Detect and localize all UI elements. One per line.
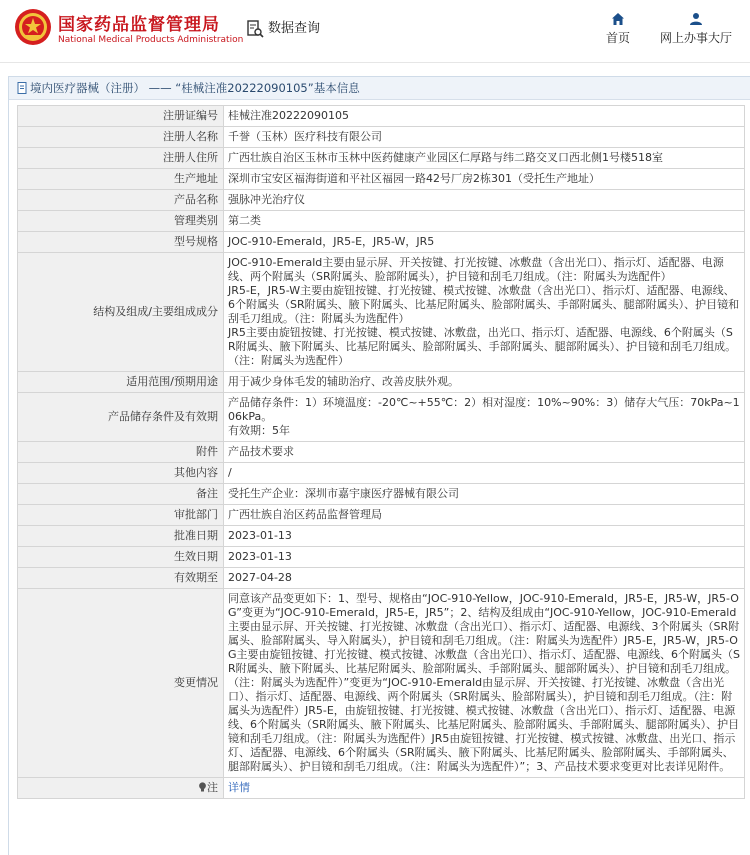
table-row	[18, 442, 745, 463]
field-label: 附件	[18, 442, 224, 463]
field-value: 广西壮族自治区玉林市玉林中医药健康产业园区仁厚路与纬二路交叉口西北侧1号楼518室	[224, 148, 745, 169]
field-label: 产品储存条件及有效期	[18, 393, 224, 442]
table-row	[18, 505, 745, 526]
table-row	[18, 232, 745, 253]
field-value: 受托生产企业：深圳市嘉宇康医疗器械有限公司	[224, 484, 745, 505]
table-row	[18, 253, 745, 372]
table-row	[18, 547, 745, 568]
nav-online-hall[interactable]	[660, 12, 732, 46]
table-row	[18, 484, 745, 505]
home-icon	[611, 12, 625, 26]
field-label: 适用范围/预期用途	[18, 372, 224, 393]
table-row	[18, 169, 745, 190]
table-row	[18, 568, 745, 589]
field-value: 深圳市宝安区福海街道和平社区福园一路42号厂房2栋301（受托生产地址）	[224, 169, 745, 190]
panel-title: 境内医疗器械（注册） —— “桂械注准20222090105”基本信息	[30, 81, 360, 95]
note-label-cell	[18, 778, 224, 799]
field-value: JOC-910-Emerald主要由显示屏、开关按键、打光按键、冰敷盘（含出光口）、指示灯、适配器、电源线、两个附属头（SR附属头、脸部附属头），护目镜和刮毛刀组成。（注：附属头为选配件） JR5-E，JR5-W主要由旋钮按键、打光按键、模式按键、冰敷盘（含出光口）、指示灯、适配器、电源线、6个附属头（SR附属头、腋下附属头、比基尼附属头、脸部附属头、手部附属头、腿部附属头）、护目镜和刮毛刀组成。（注：附属头为选配件） JR5主要由旋钮按键、打光按键、模式按键、冰敷盘，出光口、指示灯、适配器、电源线、6个附属头（SR附属头、腋下附属头、比基尼附属头、脸部附属头、手部附属头、腿部附属头）、护目镜和刮毛刀组成。（注：附属头为选配件）	[224, 253, 745, 372]
data-query-link[interactable]	[246, 17, 320, 38]
document-icon	[17, 82, 28, 94]
field-label: 批准日期	[18, 526, 224, 547]
table-row	[18, 127, 745, 148]
table-row	[18, 211, 745, 232]
nav-home-label: 首页	[606, 31, 631, 45]
data-query-label: 数据查询	[268, 21, 321, 36]
table-row	[18, 526, 745, 547]
site-header	[0, 0, 750, 63]
info-table	[17, 105, 745, 799]
search-document-icon	[246, 20, 264, 38]
brand-subtitle: National Medical Products Administration	[58, 35, 244, 45]
field-label: 注册人名称	[18, 127, 224, 148]
field-label: 生效日期	[18, 547, 224, 568]
details-link[interactable]: 详情	[228, 781, 250, 794]
field-label: 有效期至	[18, 568, 224, 589]
field-value: JOC-910-Emerald，JR5-E，JR5-W，JR5	[224, 232, 745, 253]
field-label: 管理类别	[18, 211, 224, 232]
table-row	[18, 463, 745, 484]
table-row	[18, 372, 745, 393]
field-value: 产品储存条件：1）环境温度：-20℃~+55℃：2）相对湿度：10%~90%：3）储存大气压：70kPa~106kPa。 有效期：5年	[224, 393, 745, 442]
bulb-icon	[198, 782, 207, 792]
field-label: 注	[207, 781, 218, 794]
nav-online-hall-label: 网上办事大厅	[660, 31, 733, 45]
table-row	[18, 148, 745, 169]
field-value: 千誉（玉林）医疗科技有限公司	[224, 127, 745, 148]
field-value: 强脉冲光治疗仪	[224, 190, 745, 211]
field-label: 备注	[18, 484, 224, 505]
field-label: 型号规格	[18, 232, 224, 253]
field-value: 产品技术要求	[224, 442, 745, 463]
field-value: 广西壮族自治区药品监督管理局	[224, 505, 745, 526]
field-label: 注册人住所	[18, 148, 224, 169]
info-panel	[8, 76, 750, 855]
table-row	[18, 393, 745, 442]
field-value: /	[224, 463, 745, 484]
field-value: 第二类	[224, 211, 745, 232]
table-row	[18, 190, 745, 211]
field-label: 产品名称	[18, 190, 224, 211]
table-row	[18, 778, 745, 799]
field-label: 变更情况	[18, 589, 224, 778]
field-value: 用于减少身体毛发的辅助治疗、改善皮肤外观。	[224, 372, 745, 393]
panel-title-bar	[9, 77, 750, 100]
field-label: 其他内容	[18, 463, 224, 484]
field-value: 桂械注准20222090105	[224, 106, 745, 127]
field-value: 同意该产品变更如下：1、型号、规格由“JOC-910-Yellow，JOC-910-Emerald，JR5-E，JR5-W，JR5-OG”变更为“JOC-910-Emerald，JR5-E，JR5”；2、结构及组成由“JOC-910-Yellow，JOC-910-Emerald主要由显示屏、开关按键、打光按键、冰敷盘（含出光口）、指示灯、适配器、电源线、3个附属头（SR附属头、脸部附属头、导入附属头），护目镜和刮毛刀组成。（注：附属头为选配件）JR5-E，JR5-W，JR5-OG主要由旋钮按键、打光按键、模式按键、冰敷盘（含出光口）、指示灯、适配器、电源线、6个附属头（SR附属头、腋下附属头、比基尼附属头、脸部附属头、手部附属头、腿部附属头）、护目镜和刮毛刀组成。（注：附属头为选配件）”变更为“JOC-910-Emerald由显示屏、开关按键、打光按键、冰敷盘（含出光口）、指示灯、适配器、电源线、两个附属头（SR附属头、脸部附属头），护目镜和刮毛刀组成。（注：附属头为选配件）JR5-E，由旋钮按键、打光按键、模式按键、冰敷盘（含出光口）、指示灯、适配器、电源线、6个附属头（SR附属头、腋下附属头、比基尼附属头、脸部附属头、手部附属头、腿部附属头）、护目镜和刮毛刀组成。（注：附属头为选配件）JR5由旋钮按键、打光按键、模式按键、冰敷盘、出光口、指示灯、适配器、电源线、6个附属头（SR附属头、腋下附属头、比基尼附属头、脸部附属头、手部附属头、腿部附属头）、护目镜和刮毛刀组成。（注：附属头为选配件）”；3、产品技术要求变更对比表详见附件。	[224, 589, 745, 778]
national-emblem-icon	[14, 8, 52, 46]
field-label: 生产地址	[18, 169, 224, 190]
field-label: 注册证编号	[18, 106, 224, 127]
field-value: 2023-01-13	[224, 526, 745, 547]
field-value: 2027-04-28	[224, 568, 745, 589]
user-icon	[689, 12, 703, 26]
table-row	[18, 589, 745, 778]
brand-title: 国家药品监督管理局	[58, 15, 220, 35]
table-row	[18, 106, 745, 127]
field-value	[224, 778, 745, 799]
field-label: 审批部门	[18, 505, 224, 526]
field-label: 结构及组成/主要组成成分	[18, 253, 224, 372]
nav-home[interactable]	[606, 12, 630, 46]
field-value: 2023-01-13	[224, 547, 745, 568]
